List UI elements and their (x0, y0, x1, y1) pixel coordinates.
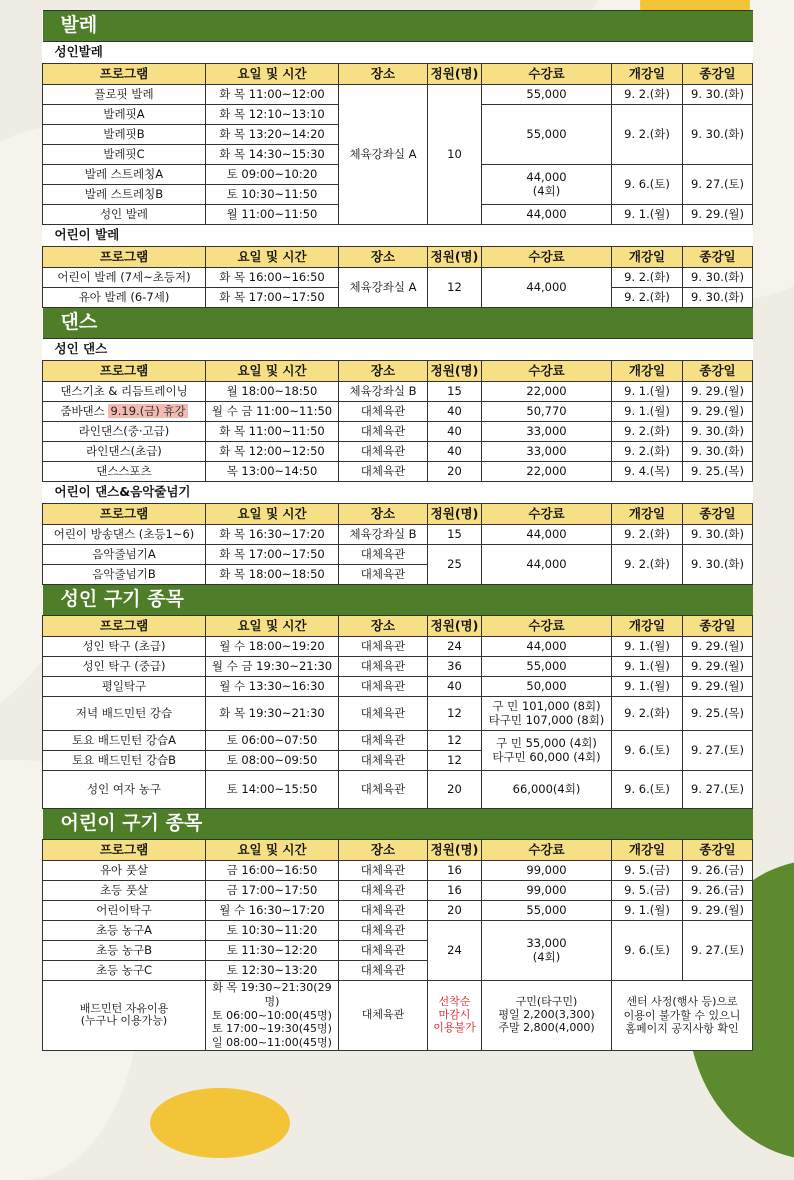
end-date: 9. 25.(목) (683, 462, 753, 482)
first-come-notice (428, 981, 482, 1051)
schedule-time: 화 목 12:10~13:10 (206, 105, 339, 125)
capacity: 40 (428, 422, 482, 442)
fee: 33,000 (482, 442, 612, 462)
start-date: 9. 2.(화) (612, 105, 683, 165)
start-date: 9. 1.(월) (612, 205, 683, 225)
header-end: 종강일 (683, 64, 753, 85)
venue: 대체육관 (339, 565, 428, 585)
fee (482, 981, 612, 1051)
program-name: 라인댄스(중·고급) (43, 422, 206, 442)
schedule-time: 화 목 11:00~11:50 (206, 422, 339, 442)
header-fee: 수강료 (482, 504, 612, 525)
end-date: 9. 25.(목) (683, 697, 753, 731)
capacity: 10 (428, 85, 482, 225)
venue: 대체육관 (339, 771, 428, 809)
table-row (43, 85, 753, 105)
table-header (43, 504, 753, 525)
header-start: 개강일 (612, 840, 683, 861)
start-date: 9. 2.(화) (612, 525, 683, 545)
start-date: 9. 1.(월) (612, 677, 683, 697)
fee-line: 평일 2,200(3,300) (498, 1008, 595, 1022)
time-line: 일 08:00~11:00(45명) (212, 1036, 332, 1049)
start-date: 9. 2.(화) (612, 442, 683, 462)
capacity: 20 (428, 462, 482, 482)
schedule-time: 화 목 13:20~14:20 (206, 125, 339, 145)
start-date: 9. 5.(금) (612, 881, 683, 901)
table-row (43, 402, 753, 422)
schedule-time: 월 18:00~18:50 (206, 382, 339, 402)
capacity: 40 (428, 677, 482, 697)
schedule-time: 월 수 금 11:00~11:50 (206, 402, 339, 422)
section-title-adult-ball: 성인 구기 종목 (43, 585, 753, 616)
fee-line: 구민(타구민) (515, 995, 578, 1009)
program-sublabel: (누구나 이용가능) (80, 1014, 168, 1028)
header-time: 요일 및 시간 (206, 840, 339, 861)
header-program: 프로그램 (43, 616, 206, 637)
schedule-time: 토 08:00~09:50 (206, 751, 339, 771)
fee: 44,000 (482, 525, 612, 545)
end-date: 9. 26.(금) (683, 861, 753, 881)
schedule-time: 화 목 19:30~21:30 (206, 697, 339, 731)
program-name: 성인 탁구 (중급) (43, 657, 206, 677)
capacity: 15 (428, 525, 482, 545)
program-name: 라인댄스(초급) (43, 442, 206, 462)
start-date: 9. 6.(토) (612, 731, 683, 771)
table-row (43, 921, 753, 941)
notice-line: 마감시 (438, 1008, 471, 1022)
start-date: 9. 2.(화) (612, 85, 683, 105)
program-label: 배드민턴 자유이용 (79, 1001, 169, 1015)
venue: 대체육관 (339, 697, 428, 731)
table-row (43, 422, 753, 442)
header-end: 종강일 (683, 247, 753, 268)
schedule-time: 목 13:00~14:50 (206, 462, 339, 482)
end-date: 9. 29.(월) (683, 205, 753, 225)
remark-line: 홈페이지 공지사항 확인 (625, 1022, 739, 1036)
table-header (43, 247, 753, 268)
header-capacity: 정원(명) (428, 361, 482, 382)
program-name: 초등 풋살 (43, 881, 206, 901)
start-date: 9. 6.(토) (612, 921, 683, 981)
remark-line: 이용이 불가할 수 있으니 (623, 1008, 741, 1022)
venue: 대체육관 (339, 422, 428, 442)
capacity: 24 (428, 637, 482, 657)
schedule-time: 화 목 16:30~17:20 (206, 525, 339, 545)
start-date: 9. 5.(금) (612, 861, 683, 881)
header-end: 종강일 (683, 504, 753, 525)
subsection-title-kids-ballet: 어린이 발레 (43, 225, 753, 247)
program-name: 성인 탁구 (초급) (43, 637, 206, 657)
capacity: 25 (428, 545, 482, 585)
table-row (43, 657, 753, 677)
end-date: 9. 27.(토) (683, 165, 753, 205)
start-date: 9. 6.(토) (612, 165, 683, 205)
fee: 66,000(4회) (482, 771, 612, 809)
header-venue: 장소 (339, 504, 428, 525)
fee: 55,000 (482, 85, 612, 105)
header-venue: 장소 (339, 840, 428, 861)
schedule-time: 월 11:00~11:50 (206, 205, 339, 225)
venue: 대체육관 (339, 545, 428, 565)
start-date: 9. 6.(토) (612, 771, 683, 809)
section-title-kids-ball: 어린이 구기 종목 (43, 809, 753, 840)
end-date: 9. 27.(토) (683, 771, 753, 809)
header-venue: 장소 (339, 361, 428, 382)
capacity: 40 (428, 442, 482, 462)
table-header (43, 616, 753, 637)
program-name: 댄스기초 & 리듬트레이닝 (43, 382, 206, 402)
fee: 33,000 (482, 422, 612, 442)
program-name: 음악줄넘기A (43, 545, 206, 565)
fee-note: (4회) (532, 949, 561, 964)
capacity: 16 (428, 861, 482, 881)
header-fee: 수강료 (482, 361, 612, 382)
program-name: 토요 배드민턴 강습A (43, 731, 206, 751)
capacity: 40 (428, 402, 482, 422)
table-row (43, 637, 753, 657)
program-name: 초등 농구A (43, 921, 206, 941)
header-start: 개강일 (612, 616, 683, 637)
program-name: 어린이 발레 (7세~초등저) (43, 268, 206, 288)
program-name: 플로핏 발레 (43, 85, 206, 105)
header-end: 종강일 (683, 361, 753, 382)
table-row (43, 677, 753, 697)
start-date: 9. 2.(화) (612, 288, 683, 308)
program-name: 성인 발레 (43, 205, 206, 225)
program-name: 어린이 방송댄스 (초등1~6) (43, 525, 206, 545)
end-date: 9. 30.(화) (683, 442, 753, 462)
program-name: 유아 풋살 (43, 861, 206, 881)
program-schedule (42, 10, 752, 1051)
table-row (43, 268, 753, 288)
schedule-time (206, 981, 339, 1051)
background-shape (150, 1088, 290, 1158)
subsection-title-adult-dance: 성인 댄스 (43, 339, 753, 361)
schedule-time: 월 수 16:30~17:20 (206, 901, 339, 921)
header-start: 개강일 (612, 504, 683, 525)
capacity: 12 (428, 731, 482, 751)
fee: 50,000 (482, 677, 612, 697)
fee-amount: 44,000 (526, 170, 567, 185)
table-row (43, 697, 753, 731)
fee: 99,000 (482, 861, 612, 881)
header-program: 프로그램 (43, 361, 206, 382)
schedule-time: 토 14:00~15:50 (206, 771, 339, 809)
venue: 대체육관 (339, 921, 428, 941)
schedule-time: 화 목 16:00~16:50 (206, 268, 339, 288)
program-name: 초등 농구C (43, 961, 206, 981)
fee: 44,000 (482, 205, 612, 225)
end-date: 9. 29.(월) (683, 382, 753, 402)
header-program: 프로그램 (43, 64, 206, 85)
fee-amount: 33,000 (526, 936, 567, 951)
venue: 대체육관 (339, 941, 428, 961)
fee (482, 697, 612, 731)
header-time: 요일 및 시간 (206, 64, 339, 85)
end-date: 9. 29.(월) (683, 402, 753, 422)
fee-nonresident: 타구민 107,000 (8회) (488, 712, 605, 727)
header-time: 요일 및 시간 (206, 361, 339, 382)
header-venue: 장소 (339, 616, 428, 637)
table-row (43, 901, 753, 921)
venue: 대체육관 (339, 731, 428, 751)
venue: 대체육관 (339, 961, 428, 981)
end-date: 9. 30.(화) (683, 422, 753, 442)
capacity: 12 (428, 268, 482, 308)
capacity: 36 (428, 657, 482, 677)
venue: 대체육관 (339, 861, 428, 881)
venue: 대체육관 (339, 981, 428, 1051)
end-date: 9. 27.(토) (683, 921, 753, 981)
end-date: 9. 29.(월) (683, 657, 753, 677)
program-name: 평일탁구 (43, 677, 206, 697)
venue: 대체육관 (339, 677, 428, 697)
start-date: 9. 1.(월) (612, 382, 683, 402)
program-name: 어린이탁구 (43, 901, 206, 921)
venue: 체육강좌실 A (339, 85, 428, 225)
program-name: 토요 배드민턴 강습B (43, 751, 206, 771)
start-date: 9. 1.(월) (612, 657, 683, 677)
capacity: 24 (428, 921, 482, 981)
program-name: 저녁 배드민턴 강습 (43, 697, 206, 731)
venue: 체육강좌실 B (339, 525, 428, 545)
end-date: 9. 30.(화) (683, 525, 753, 545)
fee: 55,000 (482, 901, 612, 921)
schedule-time: 월 수 금 19:30~21:30 (206, 657, 339, 677)
fee (482, 165, 612, 205)
section-title-ballet: 발레 (43, 11, 753, 42)
header-program: 프로그램 (43, 247, 206, 268)
venue: 체육강좌실 A (339, 268, 428, 308)
table-row (43, 545, 753, 565)
header-time: 요일 및 시간 (206, 616, 339, 637)
start-date: 9. 1.(월) (612, 637, 683, 657)
schedule-time: 토 10:30~11:20 (206, 921, 339, 941)
section-title-dance: 댄스 (43, 308, 753, 339)
capacity: 12 (428, 697, 482, 731)
header-start: 개강일 (612, 361, 683, 382)
venue: 대체육관 (339, 657, 428, 677)
fee: 55,000 (482, 657, 612, 677)
program-name: 초등 농구B (43, 941, 206, 961)
time-line: 토 06:00~10:00(45명) (212, 1008, 332, 1022)
start-date: 9. 4.(목) (612, 462, 683, 482)
time-line: 토 17:00~19:30(45명) (212, 1022, 332, 1036)
end-date: 9. 30.(화) (683, 268, 753, 288)
header-start: 개강일 (612, 247, 683, 268)
schedule-time: 금 16:00~16:50 (206, 861, 339, 881)
notice-line: 이용불가 (433, 1020, 476, 1034)
header-time: 요일 및 시간 (206, 247, 339, 268)
schedule-time: 월 수 18:00~19:20 (206, 637, 339, 657)
program-name: 음악줄넘기B (43, 565, 206, 585)
end-date: 9. 26.(금) (683, 881, 753, 901)
schedule-time: 월 수 13:30~16:30 (206, 677, 339, 697)
venue: 대체육관 (339, 462, 428, 482)
capacity: 20 (428, 771, 482, 809)
venue: 대체육관 (339, 637, 428, 657)
program-name: 성인 여자 농구 (43, 771, 206, 809)
venue: 체육강좌실 B (339, 382, 428, 402)
table-row (43, 382, 753, 402)
header-fee: 수강료 (482, 840, 612, 861)
fee-line: 주말 2,800(4,000) (498, 1020, 595, 1034)
program-name (43, 402, 206, 422)
header-capacity: 정원(명) (428, 64, 482, 85)
fee: 44,000 (482, 637, 612, 657)
start-date: 9. 2.(화) (612, 268, 683, 288)
venue: 대체육관 (339, 881, 428, 901)
schedule-time: 화 목 17:00~17:50 (206, 288, 339, 308)
header-fee: 수강료 (482, 247, 612, 268)
capacity: 15 (428, 382, 482, 402)
venue: 대체육관 (339, 402, 428, 422)
fee (482, 921, 612, 981)
schedule-time: 토 12:30~13:20 (206, 961, 339, 981)
header-program: 프로그램 (43, 840, 206, 861)
fee: 44,000 (482, 545, 612, 585)
table-row (43, 861, 753, 881)
fee (482, 731, 612, 771)
header-venue: 장소 (339, 247, 428, 268)
schedule-time: 화 목 18:00~18:50 (206, 565, 339, 585)
program-name: 발레 스트레칭A (43, 165, 206, 185)
header-fee: 수강료 (482, 64, 612, 85)
start-date: 9. 2.(화) (612, 697, 683, 731)
remark (612, 981, 753, 1051)
venue: 대체육관 (339, 442, 428, 462)
fee: 22,000 (482, 462, 612, 482)
schedule-time: 화 목 11:00~12:00 (206, 85, 339, 105)
end-date: 9. 30.(화) (683, 288, 753, 308)
program-name (43, 981, 206, 1051)
schedule-time: 토 09:00~10:20 (206, 165, 339, 185)
fee: 44,000 (482, 268, 612, 308)
table-row (43, 462, 753, 482)
header-start: 개강일 (612, 64, 683, 85)
end-date: 9. 30.(화) (683, 545, 753, 585)
schedule-time: 금 17:00~17:50 (206, 881, 339, 901)
fee: 55,000 (482, 105, 612, 165)
start-date: 9. 1.(월) (612, 402, 683, 422)
schedule-time: 토 10:30~11:50 (206, 185, 339, 205)
table-row (43, 525, 753, 545)
closure-note-badge: 9.19.(금) 휴강 (110, 403, 186, 418)
program-name: 발레핏C (43, 145, 206, 165)
schedule-time: 화 목 17:00~17:50 (206, 545, 339, 565)
capacity: 20 (428, 901, 482, 921)
venue: 대체육관 (339, 751, 428, 771)
fee-note: (4회) (532, 183, 561, 198)
program-label: 줌바댄스 (60, 403, 105, 418)
program-name: 발레핏A (43, 105, 206, 125)
header-capacity: 정원(명) (428, 247, 482, 268)
fee-resident: 구 민 55,000 (4회) (496, 736, 597, 751)
fee: 50,770 (482, 402, 612, 422)
schedule-time: 화 목 14:30~15:30 (206, 145, 339, 165)
header-capacity: 정원(명) (428, 840, 482, 861)
remark-line: 센터 사정(행사 등)으로 (626, 994, 738, 1008)
program-name: 유아 발레 (6-7세) (43, 288, 206, 308)
table-header (43, 64, 753, 85)
table-row (43, 771, 753, 809)
program-name: 댄스스포츠 (43, 462, 206, 482)
fee: 99,000 (482, 881, 612, 901)
fee: 22,000 (482, 382, 612, 402)
table-row (43, 442, 753, 462)
header-program: 프로그램 (43, 504, 206, 525)
header-venue: 장소 (339, 64, 428, 85)
header-fee: 수강료 (482, 616, 612, 637)
fee-nonresident: 타구민 60,000 (4회) (492, 749, 601, 764)
schedule-time: 토 11:30~12:20 (206, 941, 339, 961)
schedule-time: 화 목 12:00~12:50 (206, 442, 339, 462)
schedule-table (42, 10, 753, 1051)
fee-resident: 구 민 101,000 (8회) (492, 699, 601, 714)
end-date: 9. 29.(월) (683, 901, 753, 921)
table-row (43, 881, 753, 901)
capacity: 16 (428, 881, 482, 901)
header-capacity: 정원(명) (428, 504, 482, 525)
capacity: 12 (428, 751, 482, 771)
program-name: 발레 스트레칭B (43, 185, 206, 205)
start-date: 9. 2.(화) (612, 422, 683, 442)
end-date: 9. 29.(월) (683, 677, 753, 697)
notice-line: 선착순 (438, 995, 471, 1009)
schedule-time: 토 06:00~07:50 (206, 731, 339, 751)
header-capacity: 정원(명) (428, 616, 482, 637)
time-line: 화 목 19:30~21:30(29명) (212, 981, 332, 1008)
start-date: 9. 1.(월) (612, 901, 683, 921)
table-row (43, 731, 753, 751)
end-date: 9. 30.(화) (683, 85, 753, 105)
subsection-title-adult-ballet: 성인발레 (43, 42, 753, 64)
subsection-title-kids-dance: 어린이 댄스&음악줄넘기 (43, 482, 753, 504)
header-end: 종강일 (683, 616, 753, 637)
table-header (43, 361, 753, 382)
header-end: 종강일 (683, 840, 753, 861)
start-date: 9. 2.(화) (612, 545, 683, 585)
program-name: 발레핏B (43, 125, 206, 145)
end-date: 9. 30.(화) (683, 105, 753, 165)
table-header (43, 840, 753, 861)
table-row (43, 981, 753, 1051)
end-date: 9. 27.(토) (683, 731, 753, 771)
venue: 대체육관 (339, 901, 428, 921)
end-date: 9. 29.(월) (683, 637, 753, 657)
header-time: 요일 및 시간 (206, 504, 339, 525)
